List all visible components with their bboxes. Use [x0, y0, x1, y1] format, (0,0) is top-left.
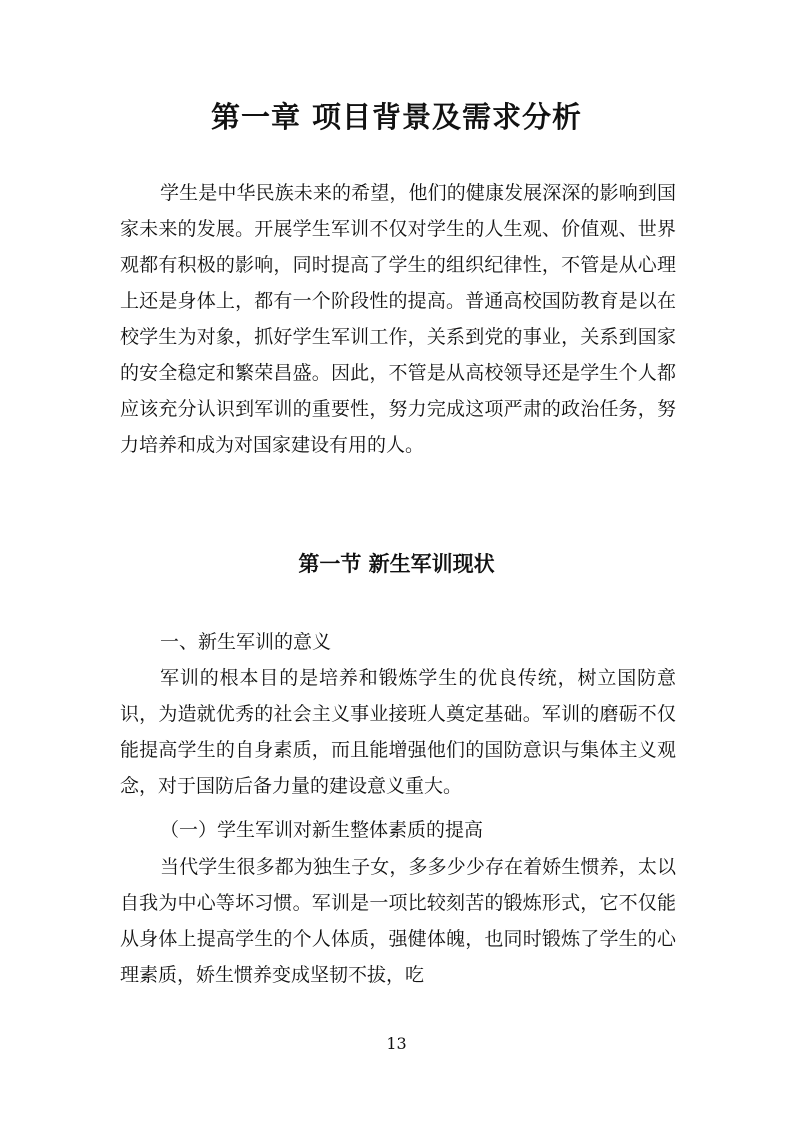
chapter-title: 第一章 项目背景及需求分析 [210, 100, 583, 134]
intro-paragraph: 学生是中华民族未来的希望，他们的健康发展深深的影响到国家未来的发展。开展学生军训不仅对学生的人生观、价值观、世界观都有积极的影响，同时提高了学生的组织纪律性，不管是从心理上还是身体上，都有一个阶段性的提高。普通高校国防教育是以在校学生为对象，抓好学生军训工作，关系到党的事业，关系到国家的安全稳定和繁荣昌盛。因此，不管是从高校领导还是学生个人都应该充分认识到军训的重要性，努力完成这项严肃的政治任务，努力培养和成为对国家建设有用的人。 [120, 182, 676, 456]
section-title: 第一节 新生军训现状 [298, 552, 495, 576]
quality-paragraph: 当代学生很多都为独生子女，多多少少存在着娇生惯养，太以自我为中心等坏习惯。军训是一项比较刻苦的锻炼形式，它不仅能从身体上提高学生的个人体质，强健体魄，也同时锻炼了学生的心理素质，娇生惯养变成坚韧不拔，吃 [120, 856, 676, 986]
page-number: 13 [386, 1034, 407, 1053]
sub-subsection-heading: （一）学生军训对新生整体素质的提高 [160, 819, 484, 841]
significance-paragraph: 军训的根本目的是培养和锻炼学生的优良传统，树立国防意识，为造就优秀的社会主义事业接班人奠定基础。军训的磨砺不仅能提高学生的自身素质，而且能增强他们的国防意识与集体主义观念，对于国防后备力量的建设意义重大。 [120, 667, 676, 797]
subsection-heading: 一、新生军训的意义 [160, 631, 332, 653]
